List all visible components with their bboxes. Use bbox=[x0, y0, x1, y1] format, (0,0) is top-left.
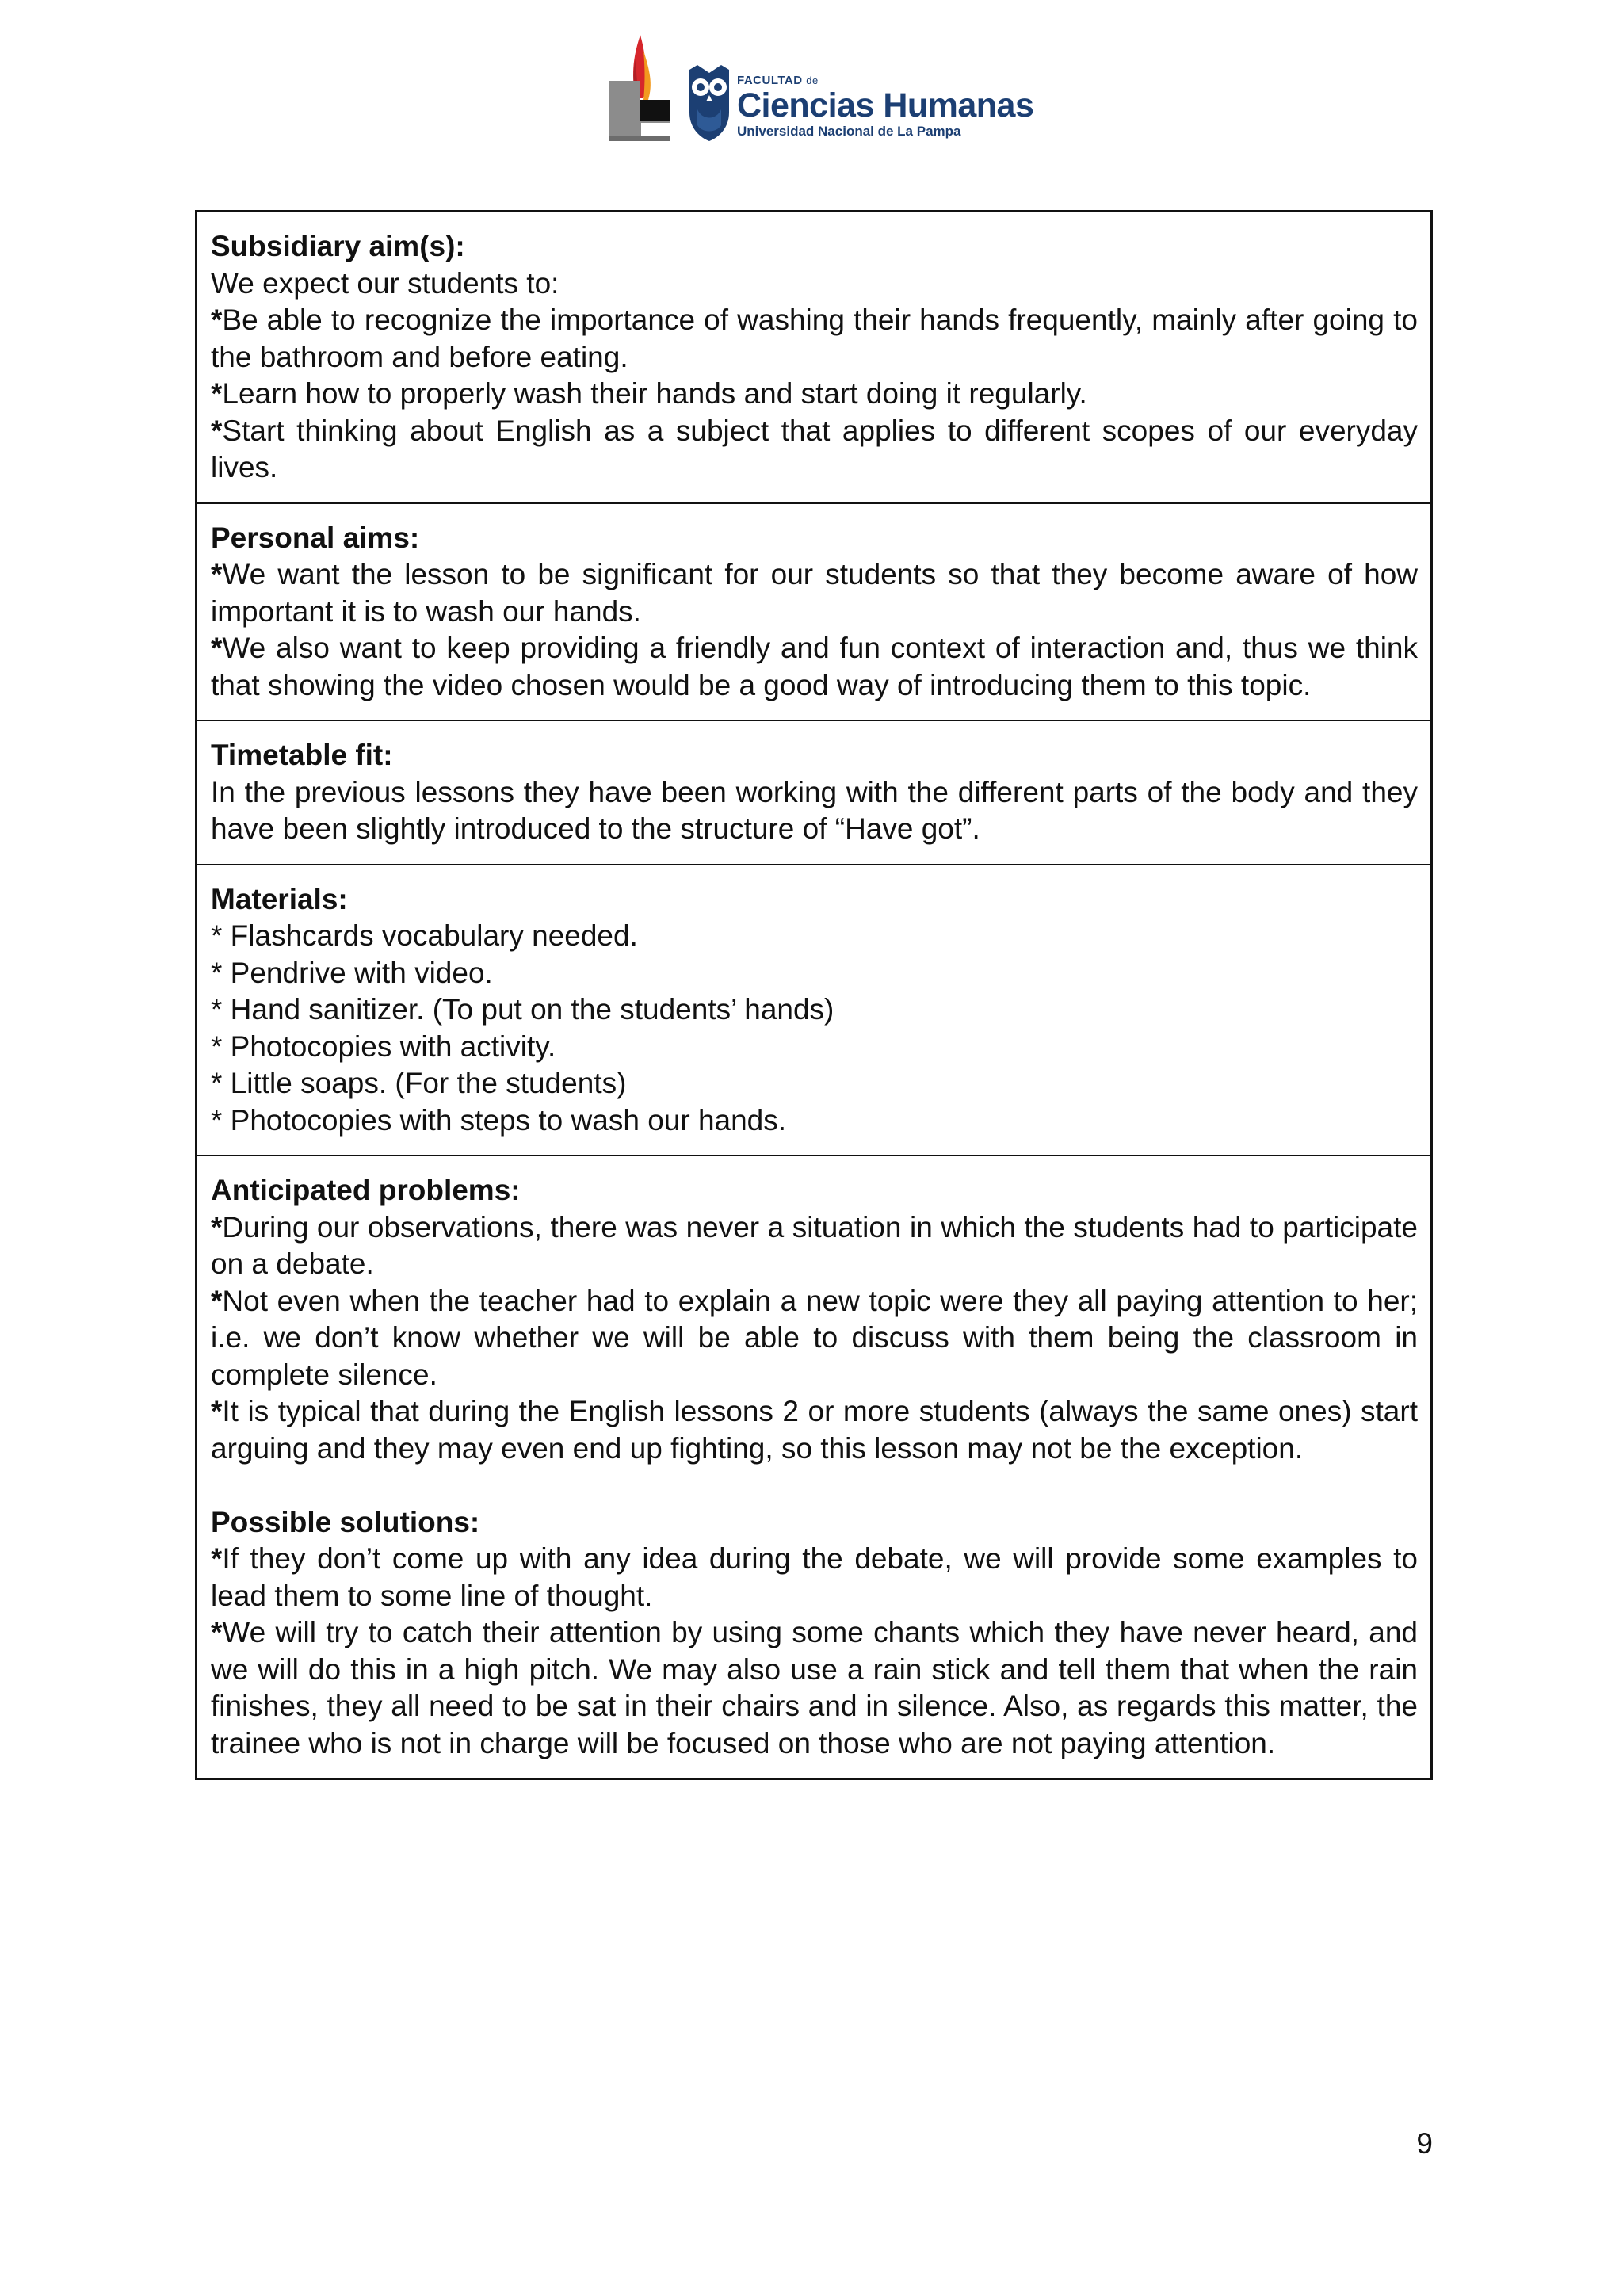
list-item: *If they don’t come up with any idea during the debate, we will provide some examples to lead them to some line of thought. bbox=[211, 1542, 1418, 1612]
university-emblem-icon bbox=[609, 35, 670, 143]
list-item: * Pendrive with video. bbox=[211, 956, 493, 989]
subsidiary-aims-section bbox=[197, 212, 1430, 502]
anticipated-problems-section bbox=[197, 1155, 1430, 1778]
section-title: Subsidiary aim(s): bbox=[211, 230, 465, 262]
list-item: * Flashcards vocabulary needed. bbox=[211, 919, 638, 952]
materials-section bbox=[197, 864, 1430, 1156]
section-text: In the previous lessons they have been working with the different parts of the body and they have been slightly introduced to the structure of “Have got”. bbox=[211, 775, 1418, 845]
page-number: 9 bbox=[1416, 2127, 1433, 2160]
list-item: *We want the lesson to be significant for our students so that they become aware of how important it is to wash our hands. bbox=[211, 558, 1418, 628]
list-item: * Hand sanitizer. (To put on the students’ hands) bbox=[211, 993, 834, 1026]
lesson-plan-table bbox=[195, 210, 1433, 1780]
section-title: Timetable fit: bbox=[211, 739, 393, 771]
list-item: *Learn how to properly wash their hands and start doing it regularly. bbox=[211, 377, 1087, 410]
logo-university-name: Universidad Nacional de La Pampa bbox=[737, 124, 961, 139]
list-item: * Little soaps. (For the students) bbox=[211, 1067, 627, 1099]
list-item: *Start thinking about English as a subject that applies to different scopes of our everyday lives. bbox=[211, 414, 1418, 483]
list-item: *It is typical that during the English lessons 2 or more students (always the same ones) start arguing and they may even end up fighting, so this lesson may not be the exception. bbox=[211, 1395, 1418, 1465]
list-item: *We will try to catch their attention by using some chants which they have never heard, and we will do this in a high pitch. We may also use a rain stick and tell them that when the rain finishes, they all need to be sat in their chairs and in silence. Also, as regards this matter, the trainee who is not in charge will be focused on those who are not paying attention. bbox=[211, 1616, 1418, 1759]
list-item: *We also want to keep providing a friendly and fun context of interaction and, thus we think that showing the video chosen would be a good way of introducing them to this topic. bbox=[211, 632, 1418, 701]
list-item: *Not even when the teacher had to explain a new topic were they all paying attention to her; i.e. we don’t know whether we will be able to discuss with them being the classroom in complete silence. bbox=[211, 1284, 1418, 1391]
personal-aims-section bbox=[197, 502, 1430, 720]
logo-faculty-name: Ciencias Humanas bbox=[737, 86, 1034, 124]
section-title: Possible solutions: bbox=[211, 1505, 480, 1538]
section-title: Anticipated problems: bbox=[211, 1174, 521, 1206]
list-item: * Photocopies with activity. bbox=[211, 1030, 556, 1063]
owl-logo-icon bbox=[686, 65, 732, 141]
section-title: Personal aims: bbox=[211, 521, 420, 554]
faculty-logo bbox=[609, 35, 1034, 143]
section-intro: We expect our students to: bbox=[211, 266, 559, 300]
section-title: Materials: bbox=[211, 882, 348, 915]
list-item: *During our observations, there was never a situation in which the students had to participate on a debate. bbox=[211, 1210, 1418, 1280]
logo-text bbox=[737, 74, 1034, 139]
logo-faculty-label: FACULTAD de bbox=[737, 74, 819, 87]
spacer bbox=[211, 1467, 1418, 1504]
list-item: * Photocopies with steps to wash our hands. bbox=[211, 1103, 787, 1137]
timetable-fit-section bbox=[197, 720, 1430, 864]
list-item: *Be able to recognize the importance of washing their hands frequently, mainly after going to the bathroom and before eating. bbox=[211, 304, 1418, 373]
